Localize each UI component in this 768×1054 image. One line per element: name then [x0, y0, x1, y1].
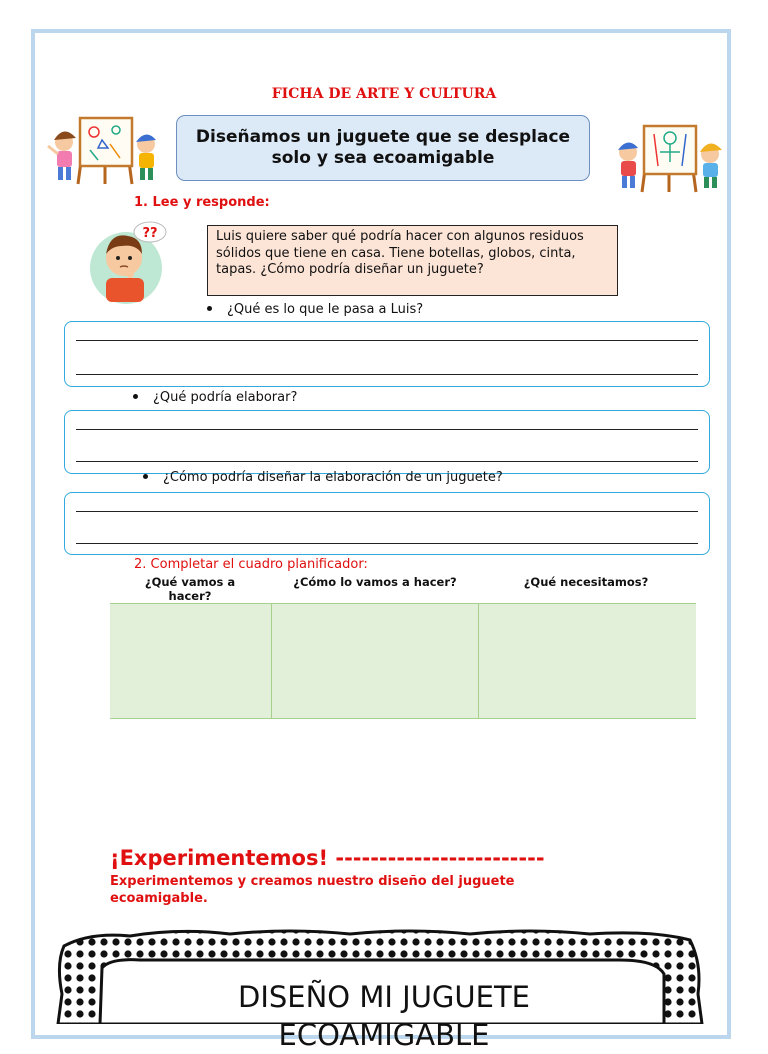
answer-box-2[interactable]	[64, 410, 710, 474]
answer-line	[76, 429, 698, 430]
answer-box-1[interactable]	[64, 321, 710, 387]
plan-cell-what[interactable]	[110, 604, 271, 718]
main-title-box	[176, 115, 590, 181]
plan-column-header-3: ¿Qué necesitamos?	[523, 575, 649, 589]
plan-column-header-1: ¿Qué vamos a hacer?	[144, 575, 236, 603]
main-title: Diseñamos un juguete que se desplace solo y sea ecoamigable	[195, 127, 571, 168]
bullet-icon	[207, 306, 212, 311]
section-1-label: 1. Lee y responde:	[134, 195, 270, 210]
answer-box-3[interactable]	[64, 492, 710, 555]
plan-column-header-2: ¿Cómo lo vamos a hacer?	[293, 575, 457, 589]
answer-line	[76, 340, 698, 341]
kids-painting-right-illustration	[610, 122, 726, 194]
plan-cell-need[interactable]	[479, 604, 696, 718]
question-3	[143, 470, 503, 485]
plan-cell-how[interactable]	[272, 604, 478, 718]
section-2-label: 2. Completar el cuadro planificador:	[134, 557, 368, 572]
question-1-text: ¿Qué es lo que le pasa a Luis?	[227, 302, 424, 317]
question-2	[133, 390, 297, 405]
experiment-title: ¡Experimentemos! ------------------------	[110, 846, 545, 870]
bullet-icon	[143, 474, 148, 479]
experiment-subtitle: Experimentemos y creamos nuestro diseño del juguete ecoamigable.	[110, 874, 515, 906]
story-box	[207, 225, 618, 296]
question-2-text: ¿Qué podría elaborar?	[153, 390, 298, 405]
bullet-icon	[133, 394, 138, 399]
thinking-bubble-text: ??	[142, 226, 158, 241]
story-text: Luis quiere saber qué podría hacer con algunos residuos sólidos que tiene en casa. Tiene botellas, globos, cinta, tapas. ¿Cómo podría diseñar un juguete?	[216, 229, 584, 277]
kids-painting-left-illustration	[44, 114, 164, 186]
question-1	[207, 302, 423, 317]
answer-line	[76, 511, 698, 512]
answer-line	[76, 374, 698, 375]
answer-line	[76, 461, 698, 462]
planning-table	[110, 603, 696, 719]
sheet-title: FICHA DE ARTE Y CULTURA	[271, 86, 497, 102]
thinking-boy-illustration	[84, 220, 170, 304]
question-3-text: ¿Cómo podría diseñar la elaboración de un juguete?	[163, 470, 503, 485]
answer-line	[76, 543, 698, 544]
design-frame-title: DISEÑO MI JUGUETE ECOAMIGABLE	[238, 980, 530, 1052]
